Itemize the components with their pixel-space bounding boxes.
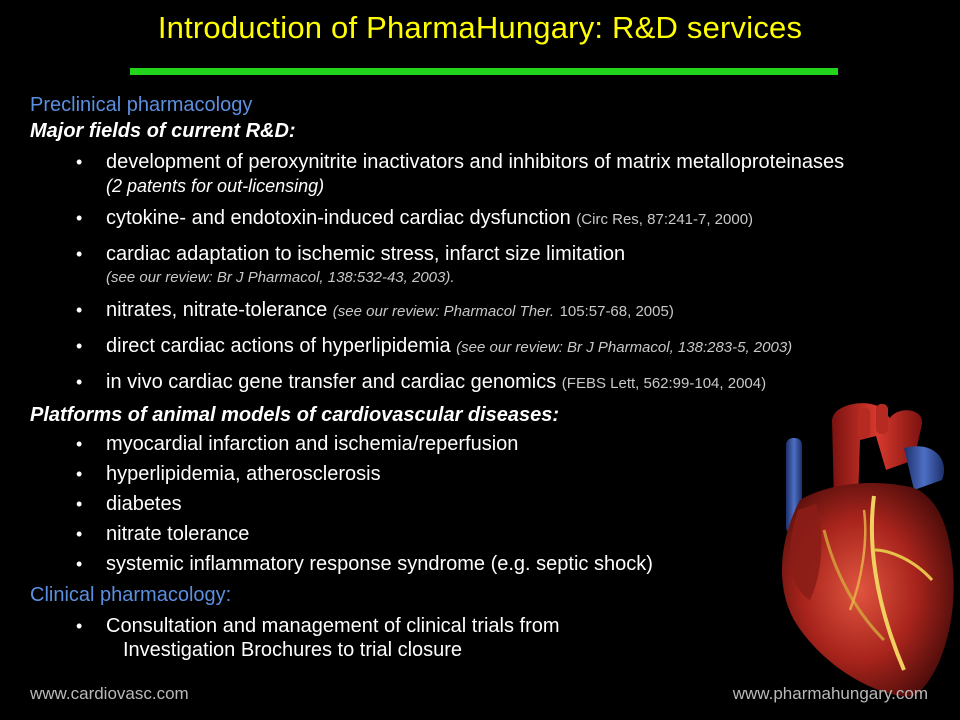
- item-text: Consultation and management of clinical trials from: [106, 615, 560, 637]
- slide-title: Introduction of PharmaHungary: R&D services: [157, 10, 803, 45]
- item-citation: (see our review: Pharmacol Ther.: [332, 303, 554, 320]
- item-text: cytokine- and endotoxin-induced cardiac dysfunction: [106, 207, 571, 229]
- item-text: diabetes: [106, 493, 182, 515]
- bullet-icon: •: [76, 464, 83, 484]
- bullet-icon: •: [76, 494, 83, 514]
- heart-illustration-icon: [764, 400, 960, 700]
- list-item: [30, 298, 930, 324]
- list-item: [30, 242, 930, 290]
- bullet-icon: •: [76, 152, 83, 172]
- bullet-icon: •: [76, 244, 83, 264]
- item-text: nitrate tolerance: [106, 523, 250, 545]
- item-text: myocardial infarction and ischemia/reperfusion: [106, 433, 519, 455]
- item-text: cardiac adaptation to ischemic stress, infarct size limitation: [106, 243, 626, 265]
- bullet-icon: •: [76, 554, 83, 574]
- item-citation: (see our review: Br J Pharmacol, 138:532-43, 2003).: [106, 269, 455, 286]
- item-sub: (2 patents for out-licensing): [106, 176, 325, 196]
- item-text: development of peroxynitrite inactivators and inhibitors of matrix metalloproteinases: [106, 151, 845, 173]
- list-item: [30, 206, 930, 232]
- bullet-icon: •: [76, 336, 83, 356]
- item-text: systemic inflammatory response syndrome (e.g. septic shock): [106, 553, 653, 575]
- footer-right-url[interactable]: www.pharmahungary.com: [732, 684, 928, 703]
- bullet-icon: •: [76, 300, 83, 320]
- item-text: hyperlipidemia, atherosclerosis: [106, 463, 381, 485]
- bullet-icon: •: [76, 616, 83, 636]
- list-item: [30, 370, 930, 396]
- footer-left-url[interactable]: www.cardiovasc.com: [30, 684, 189, 703]
- item-citation: (see our review: Br J Pharmacol, 138:283-5, 2003): [456, 339, 793, 356]
- item-text: in vivo cardiac gene transfer and cardiac genomics: [106, 371, 557, 393]
- list-item: [30, 334, 930, 360]
- title-underline: [130, 68, 838, 75]
- bullet-icon: •: [76, 524, 83, 544]
- bullet-icon: •: [76, 434, 83, 454]
- clinical-heading: Clinical pharmacology:: [30, 584, 232, 606]
- list-item: [30, 150, 930, 198]
- rd-fields-list: [30, 150, 930, 396]
- platforms-heading: Platforms of animal models of cardiovascular diseases:: [30, 404, 560, 426]
- bullet-icon: •: [76, 372, 83, 392]
- item-text: nitrates, nitrate-tolerance: [106, 299, 328, 321]
- item-text: direct cardiac actions of hyperlipidemia: [106, 335, 451, 357]
- major-fields-heading: Major fields of current R&D:: [30, 120, 296, 142]
- preclinical-heading: Preclinical pharmacology: [30, 94, 253, 116]
- item-citation-cont: 105:57-68, 2005): [559, 303, 674, 320]
- item-citation: (FEBS Lett, 562:99-104, 2004): [561, 375, 767, 392]
- item-text-cont: Investigation Brochures to trial closure: [123, 639, 463, 661]
- item-citation: (Circ Res, 87:241-7, 2000): [576, 211, 754, 228]
- bullet-icon: •: [76, 208, 83, 228]
